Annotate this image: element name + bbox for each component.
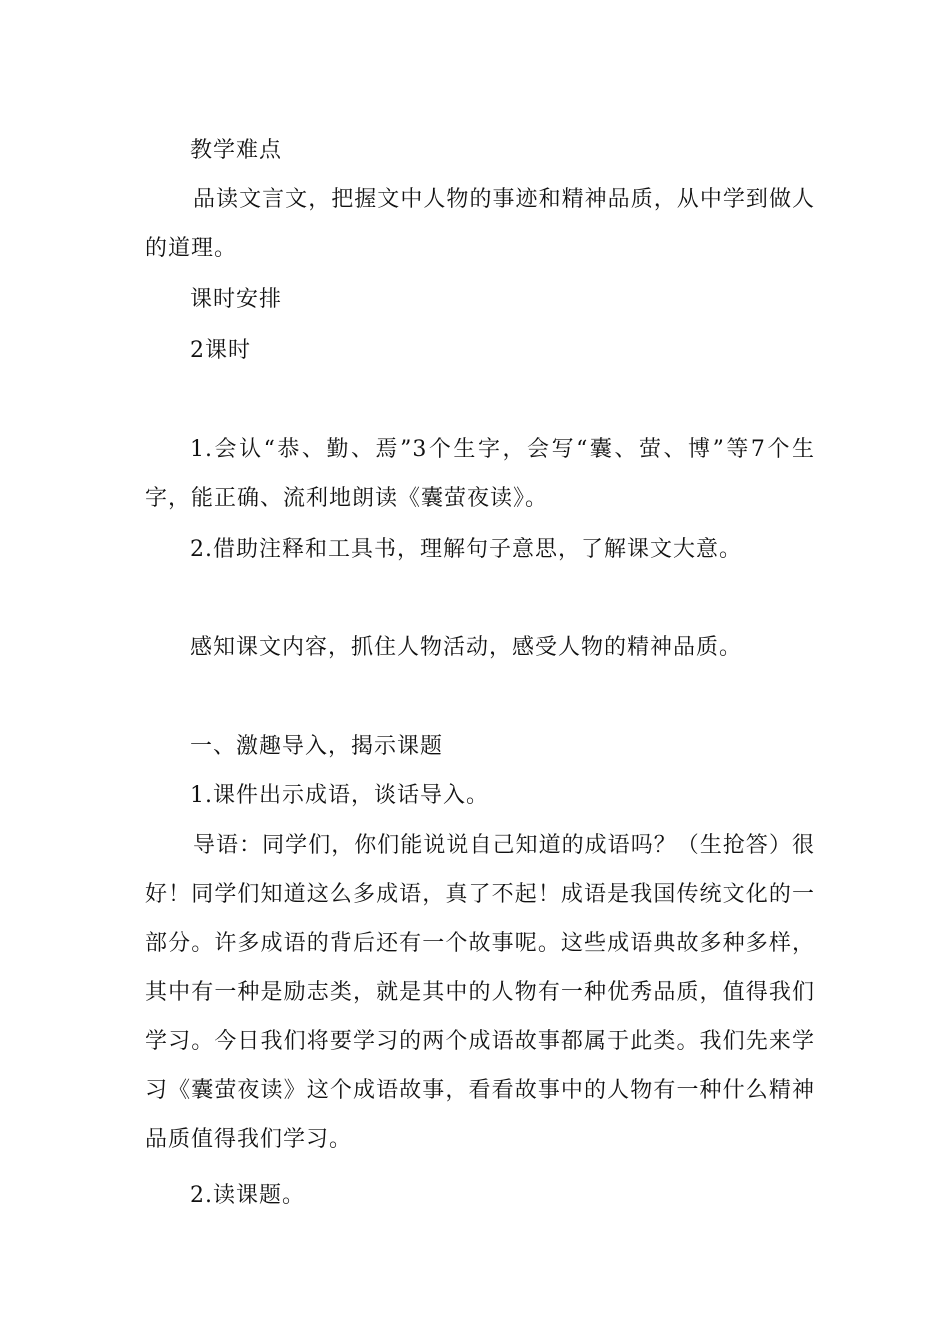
paragraph-focus: 感知课文内容，抓住人物活动，感受人物的精神品质。 — [190, 635, 743, 660]
paragraph-difficulty-content: 品读文言文，把握文中人物的事迹和精神品质，从中学到做人的道理。 — [145, 187, 815, 261]
paragraph-step-1: 1.课件出示成语，谈话导入。 — [190, 783, 489, 808]
heading-teaching-difficulty: 教学难点 — [190, 138, 283, 163]
paragraph-step-2: 2.读课题。 — [190, 1183, 305, 1208]
heading-section-1: 一、激趣导入，揭示课题 — [190, 734, 444, 759]
paragraph-objective-2: 2.借助注释和工具书，理解句子意思，了解课文大意。 — [190, 537, 742, 562]
paragraph-class-hours: 2课时 — [190, 338, 251, 363]
paragraph-introduction: 导语：同学们，你们能说说自己知道的成语吗？（生抢答）很好！同学们知道这么多成语，真了不起！成语是我国传统文化的一部分。许多成语的背后还有一个故事呢。这些成语典故多种多样，其中有一种是励志类，就是其中的人物有一种优秀品质，值得我们学习。今日我们将要学习的两个成语故事都属于此类。我们先来学习《囊萤夜读》这个成语故事，看看故事中的人物有一种什么精神品质值得我们学习。 — [145, 833, 815, 1152]
paragraph-objective-1: 1.会认“恭、勤、焉”3个生字，会写“囊、萤、博”等7个生字，能正确、流利地朗读《囊萤夜读》。 — [145, 437, 815, 511]
heading-class-schedule: 课时安排 — [190, 287, 283, 312]
